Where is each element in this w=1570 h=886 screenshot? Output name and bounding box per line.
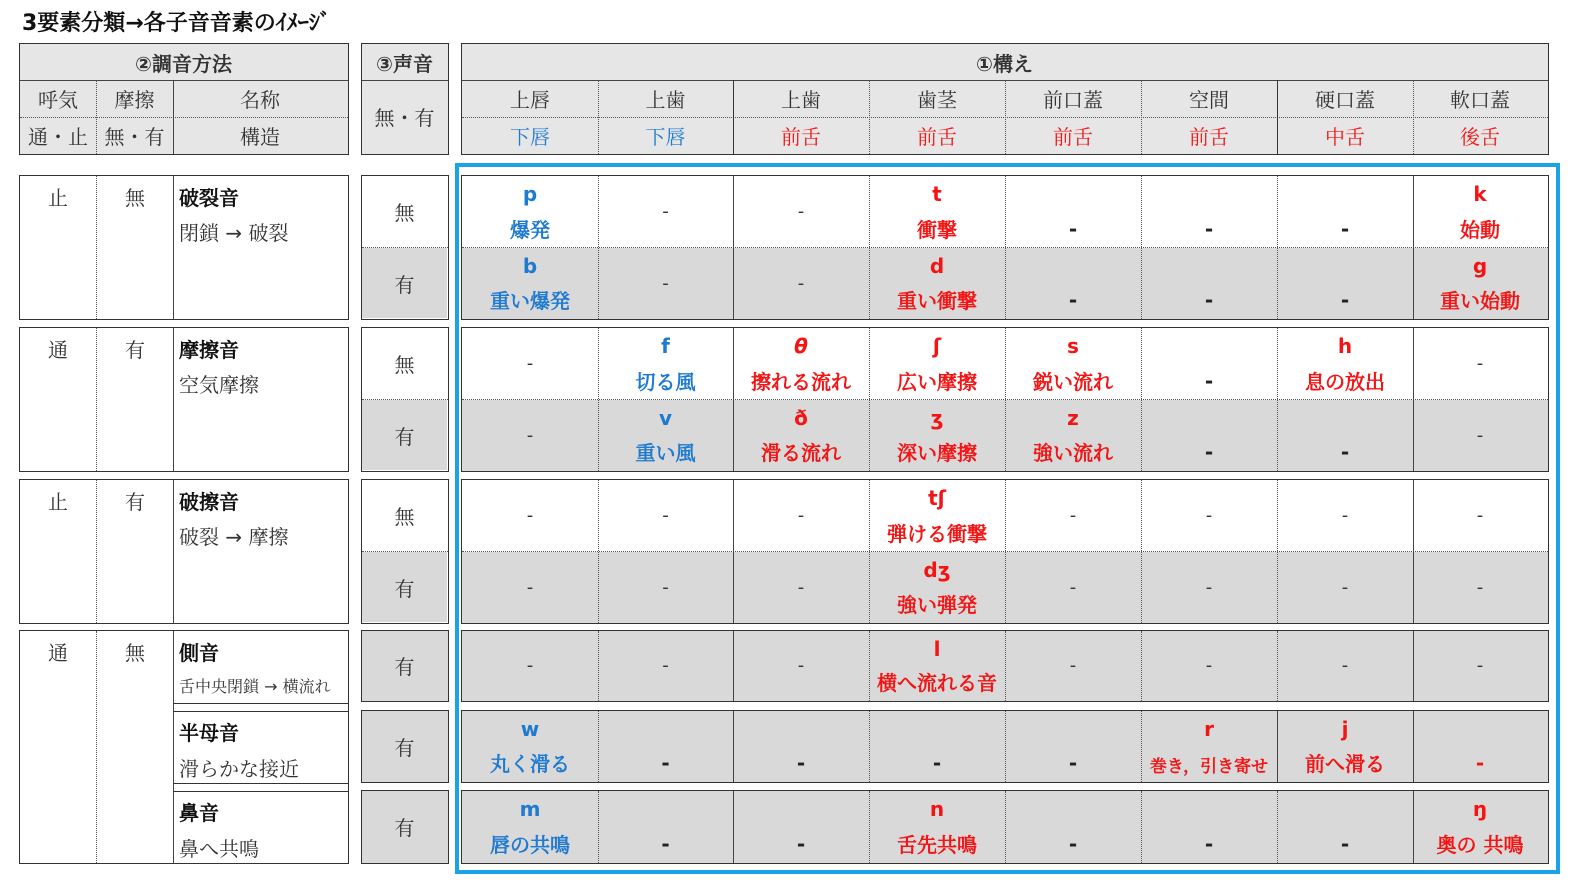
place-front-tongue-4: 前舌 [1189,124,1229,149]
empty-cell: - [1068,217,1078,241]
empty-cell: - [662,576,669,598]
voice-group-2 [361,327,449,472]
phoneme-g: g 重い始動 [1440,254,1520,313]
voice-sub: 無・有 [374,106,435,130]
method-group-plosive [19,175,349,320]
phoneme-k: k 始動 [1460,182,1500,242]
place-front-tongue-3: 前舌 [1053,124,1093,149]
method-desc-nasal: 鼻へ共鳴 [179,837,259,861]
phoneme-n: n 舌先共鳴 [897,797,977,857]
voice-value: 有 [362,400,447,470]
place-upper-lip: 上唇 [510,88,550,112]
empty-cell: - [662,505,669,526]
empty-cell: - [1068,288,1078,312]
page-title: 3要素分類→各子音音素のｲﾒｰｼﾞ [22,11,331,36]
col-friction: 摩擦 [114,88,155,112]
place-mid-tongue: 中舌 [1325,124,1365,149]
voice-group-5 [361,710,449,783]
phoneme-f: f 切る風 [635,334,696,394]
phoneme-theta: θ 擦れる流れ [751,334,851,394]
method-group-affricate [19,479,349,624]
empty-cell: - [1068,832,1078,856]
empty-cell: - [526,424,534,446]
place-upper-teeth-2: 上歯 [781,88,821,112]
phoneme-group-semivowel [461,710,1549,783]
place-lower-lip-1: 下唇 [510,124,550,149]
empty-cell: - [661,832,670,856]
voice-value: 有 [362,552,447,622]
place-front-tongue-1: 前舌 [781,124,821,149]
method-name: 摩擦音 [179,338,239,362]
empty-cell: - [796,832,806,856]
empty-cell: - [661,751,670,775]
method-name-nasal: 鼻音 [179,801,219,825]
voice-value: 有 [394,816,415,840]
phoneme-eng: ŋ 奥の 共鳴 [1436,797,1524,857]
empty-cell: - [1340,217,1350,241]
voice-group-6 [361,790,449,864]
voice-title: ③声音 [376,51,433,76]
empty-cell: - [1069,655,1077,676]
empty-cell: - [1205,505,1213,526]
breath-value: 止 [48,490,68,514]
empty-cell: - [526,576,534,598]
method-desc: 閉鎖 → 破裂 [179,221,289,245]
empty-cell: - [797,201,805,222]
empty-cell: - [1340,440,1350,464]
method-name: 破擦音 [179,490,239,514]
friction-value: 有 [125,490,145,514]
col-breath-sub: 通・止 [28,124,88,149]
voice-group-3 [361,479,449,624]
phoneme-d: d 重い衝撃 [897,254,977,313]
method-name-semivowel: 半母音 [179,721,239,745]
col-name-sub: 構造 [240,124,280,149]
phoneme-j: j 前へ滑る [1305,717,1385,776]
phoneme-m: m 唇の共鳴 [490,797,570,857]
place-header [461,43,1549,155]
place-prepalatal: 前口蓋 [1043,88,1103,112]
phoneme-esh: ʃ 広い摩擦 [897,334,977,394]
phoneme-z: z 強い流れ [1033,406,1113,465]
place-alveolar: 歯茎 [917,88,957,112]
empty-cell: - [796,751,806,775]
method-group-fricative [19,327,349,472]
empty-cell: - [1476,655,1484,676]
empty-cell: - [1341,655,1349,676]
phoneme-p: p 爆発 [510,182,550,242]
method-header [19,43,349,155]
phoneme-s: s 鋭い流れ [1033,334,1113,394]
method-desc: 破裂 → 摩擦 [179,525,289,549]
voice-value: 有 [362,248,447,318]
empty-cell: - [1204,440,1214,464]
voice-value: 有 [394,735,415,760]
phoneme-eth: ð 滑る流れ [761,406,841,465]
empty-cell: - [797,505,805,526]
empty-cell: - [662,655,669,676]
empty-cell: - [1069,505,1077,526]
empty-cell: - [526,505,534,526]
method-desc: 空気摩擦 [179,373,259,397]
method-desc-semivowel: 滑らかな接近 [179,757,299,781]
place-space: 空間 [1189,88,1229,112]
breath-value: 止 [48,186,68,210]
empty-cell: - [1204,288,1214,312]
place-back-tongue: 後舌 [1460,124,1500,149]
empty-cell: - [1068,751,1078,775]
phoneme-v: v 重い風 [635,406,696,465]
place-soft-palate: 軟口蓋 [1450,88,1510,112]
empty-cell: - [526,655,534,676]
voice-group-1 [361,175,449,320]
place-upper-teeth-1: 上歯 [645,88,686,112]
breath-value: 通 [48,338,68,362]
empty-cell: - [797,576,805,598]
phoneme-t: t 衝撃 [917,182,957,242]
method-group-approximants [19,630,349,864]
empty-cell: - [1340,288,1350,312]
phoneme-group-affricate [461,479,1549,624]
empty-cell: - [662,272,669,294]
phoneme-group-fricative [461,327,1549,472]
breath-value: 通 [48,641,68,665]
place-lower-lip-2: 下唇 [645,124,686,149]
voice-value: 無 [394,505,415,529]
place-hard-palate: 硬口蓋 [1315,88,1375,112]
phoneme-group-lateral [461,630,1549,702]
empty-cell: - [1341,576,1349,598]
empty-cell: - [1340,832,1350,856]
phoneme-h: h 息の放出 [1305,334,1385,394]
col-breath: 呼気 [38,88,78,112]
empty-cell: - [1204,217,1214,241]
empty-cell: - [1205,576,1213,598]
empty-cell: - [1476,505,1484,526]
empty-cell: - [1476,424,1484,446]
voice-value: 無 [394,201,415,225]
phoneme-w: w 丸く滑る [490,717,570,776]
voice-header [361,43,449,155]
voice-group-4 [361,630,449,702]
phoneme-l: l 横へ流れる音 [877,637,997,695]
empty-cell: - [1204,369,1214,393]
col-friction-sub: 無・有 [104,124,165,149]
phoneme-group-plosive [461,175,1549,320]
friction-value: 有 [125,338,145,362]
empty-cell: - [1341,505,1349,526]
friction-value: 無 [125,641,145,665]
voice-value: 無 [394,353,415,377]
phoneme-group-nasal [461,790,1549,864]
method-title: ②調音方法 [135,51,232,76]
empty-cell: - [797,272,805,294]
phoneme-ezh: ʒ 深い摩擦 [897,406,977,465]
empty-cell: - [932,751,942,775]
phoneme-b: b 重い爆発 [490,254,570,313]
empty-cell: - [526,353,534,374]
empty-cell: - [1205,655,1213,676]
empty-cell: - [1476,576,1484,598]
friction-value: 無 [125,186,145,210]
method-name-lateral: 側音 [179,641,219,665]
phoneme-tsh: tʃ 弾ける衝撃 [887,486,987,546]
empty-cell: - [797,655,805,676]
empty-cell: - [1476,353,1484,374]
empty-cell: - [1069,576,1077,598]
place-front-tongue-2: 前舌 [917,124,957,149]
empty-cell: - [1475,751,1485,775]
voice-value: 有 [394,655,415,679]
method-desc-lateral: 舌中央閉鎖 → 横流れ [179,677,331,696]
col-name: 名称 [240,88,280,112]
empty-cell: - [662,201,669,222]
phoneme-dzh: dʒ 強い弾発 [897,558,977,617]
empty-cell: - [1204,832,1214,856]
phoneme-r: r 巻き，引き寄せ [1149,717,1269,777]
place-title: ①構え [976,51,1033,76]
method-name: 破裂音 [179,186,239,210]
